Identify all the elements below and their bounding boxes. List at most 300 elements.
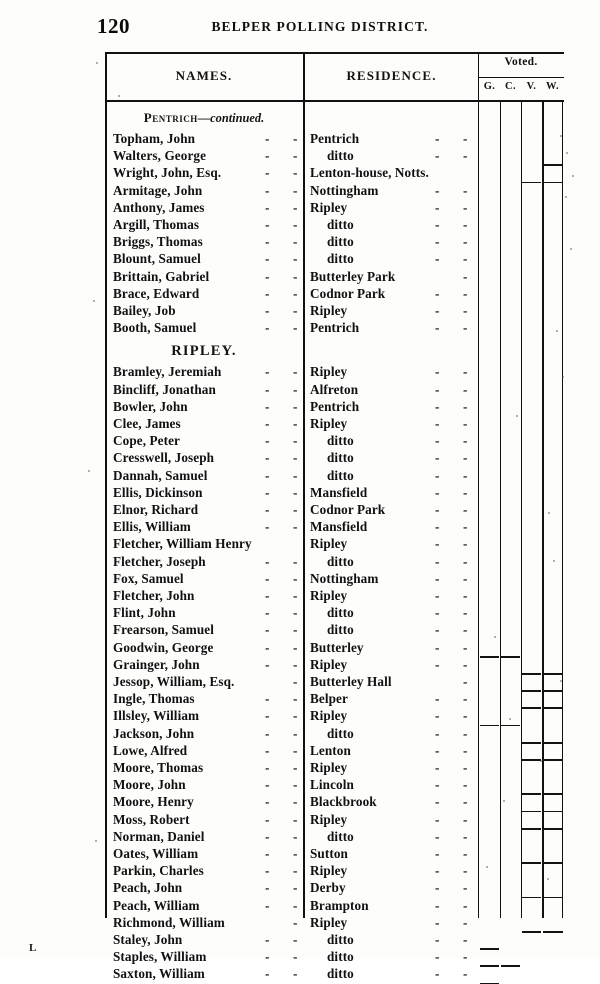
leader-dash: -	[435, 416, 440, 431]
leader-dash: -	[435, 234, 440, 250]
leader-dash: -	[435, 217, 440, 232]
leader-dash: -	[435, 897, 440, 913]
leader-dash: -	[463, 217, 468, 232]
leader-dash: -	[293, 880, 298, 896]
leader-dash: -	[265, 234, 270, 250]
scan-speckle	[486, 866, 488, 868]
table-row	[105, 640, 564, 657]
elector-residence: Ripley	[310, 588, 348, 603]
elector-residence: ditto	[327, 725, 354, 741]
leader-dash: -	[463, 639, 468, 655]
elector-name: Staples, William	[113, 949, 207, 965]
scan-speckle	[509, 718, 511, 720]
leader-dash: -	[293, 622, 298, 638]
leader-dash: -	[293, 777, 298, 793]
leader-dash: -	[435, 484, 440, 500]
leader-dash: -	[293, 433, 298, 449]
leader-dash: -	[435, 880, 440, 896]
scan-speckle	[516, 415, 518, 417]
vote-tick-w	[543, 931, 563, 933]
leader-dash: -	[463, 863, 468, 879]
leader-dash: -	[435, 199, 440, 215]
running-head-title: BELPER POLLING DISTRICT.	[211, 18, 429, 35]
vote-tick-w	[543, 897, 563, 899]
vote-tick-v	[522, 673, 541, 675]
leader-dash: -	[265, 502, 270, 517]
table-row	[105, 691, 564, 708]
leader-dash: -	[435, 966, 440, 982]
leader-dash: -	[463, 398, 468, 414]
leader-dash: -	[265, 880, 270, 896]
leader-dash: -	[435, 433, 440, 449]
vote-tick-v	[522, 828, 541, 830]
elector-residence: Sutton	[310, 846, 348, 861]
leader-dash: -	[293, 949, 298, 965]
leader-dash: -	[435, 148, 440, 164]
elector-residence: Pentrich	[310, 398, 360, 414]
leader-dash: -	[293, 450, 298, 466]
leader-dash: -	[265, 932, 270, 947]
leader-dash: -	[293, 217, 298, 232]
vote-code-header-w: W.	[546, 81, 559, 92]
vote-tick-v	[522, 811, 541, 813]
leader-dash: -	[265, 794, 270, 810]
leader-dash: -	[265, 863, 270, 879]
vote-tick-w	[543, 759, 563, 761]
leader-dash: -	[265, 828, 270, 844]
leader-dash: -	[293, 398, 298, 414]
elector-residence: ditto	[327, 966, 354, 982]
scan-speckle	[503, 800, 505, 802]
leader-dash: -	[265, 381, 270, 397]
leader-dash: -	[463, 846, 468, 861]
elector-residence: Ripley	[310, 708, 348, 724]
leader-dash: -	[435, 381, 440, 397]
leader-dash: -	[463, 897, 468, 913]
table-row	[105, 812, 564, 829]
leader-dash: -	[265, 148, 270, 164]
leader-dash: -	[265, 519, 270, 535]
leader-dash: -	[293, 484, 298, 500]
leader-dash: -	[293, 131, 298, 146]
scan-speckle	[572, 175, 574, 177]
elector-name: Flint, John	[113, 605, 176, 621]
column-header-residence: RESIDENCE.	[346, 68, 437, 83]
leader-dash: -	[463, 484, 468, 500]
leader-dash: -	[293, 182, 298, 198]
leader-dash: -	[293, 914, 298, 930]
elector-residence: Butterley Park	[310, 268, 396, 284]
vote-tick-v	[522, 862, 541, 864]
leader-dash: -	[293, 932, 298, 947]
table-row	[105, 251, 564, 268]
leader-dash: -	[293, 199, 298, 215]
table-row	[105, 364, 564, 381]
elector-name: Moore, John	[113, 777, 186, 793]
section-heading-label: RIPLEY.	[171, 343, 237, 360]
vote-tick-v	[522, 931, 541, 933]
table-row	[105, 794, 564, 811]
leader-dash: -	[463, 553, 468, 569]
leader-dash: -	[293, 639, 298, 655]
elector-residence: ditto	[327, 622, 354, 638]
scan-speckle	[88, 470, 90, 472]
leader-dash: -	[463, 880, 468, 896]
leader-dash: -	[293, 656, 298, 672]
elector-name: Saxton, William	[113, 966, 205, 982]
leader-dash: -	[293, 828, 298, 844]
elector-name: Briggs, Thomas	[113, 234, 203, 250]
elector-name: Elnor, Richard	[113, 502, 199, 517]
leader-dash: -	[463, 588, 468, 603]
elector-residence: Ripley	[310, 656, 348, 672]
leader-dash: -	[265, 416, 270, 431]
vote-code-header-v: V.	[526, 81, 537, 92]
leader-dash: -	[463, 811, 468, 827]
leader-dash: -	[463, 303, 468, 318]
elector-name: Richmond, William	[113, 914, 225, 930]
table-row	[105, 485, 564, 502]
scan-speckle	[540, 760, 542, 762]
leader-dash: -	[265, 433, 270, 449]
leader-dash: -	[435, 622, 440, 638]
elector-residence: ditto	[327, 148, 354, 164]
leader-dash: -	[265, 725, 270, 741]
leader-dash: -	[463, 691, 468, 707]
elector-residence: ditto	[327, 553, 354, 569]
elector-residence: Mansfield	[310, 484, 368, 500]
elector-residence: Ripley	[310, 811, 348, 827]
leader-dash: -	[463, 268, 468, 284]
table-row	[105, 450, 564, 467]
table-row	[105, 468, 564, 485]
scan-speckle	[565, 196, 567, 198]
leader-dash: -	[265, 199, 270, 215]
elector-residence: Ripley	[310, 199, 348, 215]
leader-dash: -	[265, 811, 270, 827]
elector-name: Norman, Daniel	[113, 828, 205, 844]
vote-tick-v	[522, 707, 541, 709]
vote-tick-v	[522, 182, 541, 184]
leader-dash: -	[265, 708, 270, 724]
leader-dash: -	[293, 760, 298, 775]
leader-dash: -	[293, 794, 298, 810]
elector-residence: ditto	[327, 605, 354, 621]
elector-residence: Alfreton	[310, 381, 359, 397]
elector-residence: Derby	[310, 880, 346, 896]
elector-residence: Ripley	[310, 760, 348, 775]
vote-tick-w	[543, 862, 563, 864]
leader-dash: -	[463, 364, 468, 380]
elector-name: Brace, Edward	[113, 285, 200, 301]
elector-name: Brittain, Gabriel	[113, 268, 210, 284]
elector-name: Clee, James	[113, 416, 181, 431]
leader-dash: -	[265, 251, 270, 267]
leader-dash: -	[435, 777, 440, 793]
leader-dash: -	[265, 398, 270, 414]
elector-name: Peach, John	[113, 880, 183, 896]
leader-dash: -	[265, 268, 270, 284]
elector-name: Moore, Thomas	[113, 760, 204, 775]
table-row	[105, 554, 564, 571]
table-row	[105, 217, 564, 234]
leader-dash: -	[463, 777, 468, 793]
column-header-names: NAMES.	[175, 68, 233, 83]
leader-dash: -	[435, 303, 440, 318]
elector-name: Cope, Peter	[113, 433, 181, 449]
leader-dash: -	[435, 398, 440, 414]
leader-dash: -	[435, 467, 440, 483]
leader-dash: -	[463, 708, 468, 724]
vote-tick-v	[522, 793, 541, 795]
elector-name: Armitage, John	[113, 182, 203, 198]
vote-code-header-g: G.	[483, 81, 496, 92]
elector-residence: Nottingham	[310, 182, 379, 198]
elector-residence: Lincoln	[310, 777, 354, 793]
elector-name: Fletcher, Joseph	[113, 553, 206, 569]
table-row	[105, 743, 564, 760]
leader-dash: -	[463, 914, 468, 930]
leader-dash: -	[293, 519, 298, 535]
scan-speckle	[553, 560, 555, 562]
table-row	[105, 932, 564, 949]
table-row	[105, 399, 564, 416]
elector-residence: Codnor Park	[310, 502, 386, 517]
leader-dash: -	[265, 691, 270, 707]
leader-dash: -	[265, 217, 270, 232]
vote-tick-v	[522, 742, 541, 744]
leader-dash: -	[265, 846, 270, 861]
elector-name: Goodwin, George	[113, 639, 214, 655]
leader-dash: -	[265, 165, 270, 181]
elector-name: Grainger, John	[113, 656, 200, 672]
leader-dash: -	[463, 794, 468, 810]
leader-dash: -	[463, 320, 468, 336]
table-row	[105, 286, 564, 303]
leader-dash: -	[293, 863, 298, 879]
table-row	[105, 303, 564, 320]
leader-dash: -	[265, 605, 270, 621]
elector-name: Ingle, Thomas	[113, 691, 195, 707]
leader-dash: -	[463, 949, 468, 965]
vote-tick-v	[522, 897, 541, 899]
leader-dash: -	[265, 285, 270, 301]
leader-dash: -	[265, 639, 270, 655]
leader-dash: -	[293, 742, 298, 758]
leader-dash: -	[435, 811, 440, 827]
elector-residence: ditto	[327, 433, 354, 449]
vote-tick-c	[501, 656, 520, 658]
elector-residence: Ripley	[310, 863, 348, 879]
vote-tick-w	[543, 793, 563, 795]
table-top-rule	[105, 52, 564, 54]
elector-residence: ditto	[327, 932, 354, 947]
leader-dash: -	[293, 251, 298, 267]
table-row	[105, 131, 564, 148]
leader-dash: -	[435, 914, 440, 930]
elector-name: Fletcher, William Henry	[113, 536, 252, 552]
leader-dash: -	[265, 622, 270, 638]
leader-dash: -	[293, 966, 298, 982]
vote-tick-g	[480, 965, 499, 967]
vote-tick-w	[543, 673, 563, 675]
leader-dash: -	[435, 502, 440, 517]
elector-name: Fox, Samuel	[113, 570, 184, 586]
leader-dash: -	[435, 588, 440, 603]
elector-name: Staley, John	[113, 932, 183, 947]
leader-dash: -	[463, 932, 468, 947]
elector-residence: Codnor Park	[310, 285, 386, 301]
leader-dash: -	[435, 932, 440, 947]
leader-dash: -	[293, 364, 298, 380]
leader-dash: -	[265, 570, 270, 586]
elector-residence: Lenton	[310, 742, 351, 758]
table-row	[105, 588, 564, 605]
vote-tick-w	[543, 690, 563, 692]
leader-dash: -	[265, 364, 270, 380]
scan-speckle	[494, 636, 496, 638]
scan-speckle	[556, 330, 558, 332]
elector-name: Bailey, Job	[113, 303, 176, 318]
table-row	[105, 320, 564, 337]
elector-residence: ditto	[327, 949, 354, 965]
table-row	[105, 880, 564, 897]
elector-residence: Butterley Hall	[310, 674, 392, 689]
leader-dash: -	[265, 320, 270, 336]
vote-tick-v	[522, 690, 541, 692]
elector-name: Parkin, Charles	[113, 863, 204, 879]
leader-dash: -	[463, 622, 468, 638]
elector-residence: Ripley	[310, 416, 348, 431]
scan-speckle	[118, 95, 120, 97]
vote-tick-w	[543, 828, 563, 830]
scan-speckle	[548, 512, 550, 514]
elector-name: Ellis, William	[113, 519, 191, 535]
table-row	[105, 234, 564, 251]
corner-signature-mark: L	[29, 942, 37, 954]
leader-dash: -	[463, 760, 468, 775]
leader-dash: -	[463, 251, 468, 267]
table-row	[105, 571, 564, 588]
elector-residence: Mansfield	[310, 519, 368, 535]
leader-dash: -	[435, 949, 440, 965]
poll-book-table	[105, 52, 564, 982]
table-row	[105, 605, 564, 622]
elector-name: Frearson, Samuel	[113, 622, 214, 638]
leader-dash: -	[265, 484, 270, 500]
leader-dash: -	[293, 846, 298, 861]
vote-tick-w	[543, 164, 563, 166]
voted-header-rule	[478, 77, 564, 78]
elector-name: Wright, John, Esq.	[113, 165, 222, 181]
vote-tick-g	[480, 725, 499, 727]
elector-residence: Brampton	[310, 897, 369, 913]
elector-residence: Butterley	[310, 639, 364, 655]
elector-name: Topham, John	[113, 131, 196, 146]
elector-name: Bramley, Jeremiah	[113, 364, 222, 380]
leader-dash: -	[463, 536, 468, 552]
leader-dash: -	[293, 148, 298, 164]
elector-name: Dannah, Samuel	[113, 467, 208, 483]
leader-dash: -	[463, 519, 468, 535]
leader-dash: -	[293, 588, 298, 603]
leader-dash: -	[265, 897, 270, 913]
leader-dash: -	[435, 794, 440, 810]
leader-dash: -	[265, 777, 270, 793]
elector-residence: Ripley	[310, 303, 348, 318]
elector-name: Peach, William	[113, 897, 200, 913]
elector-residence: Pentrich	[310, 320, 360, 336]
leader-dash: -	[265, 966, 270, 982]
table-row	[105, 915, 564, 932]
table-row	[105, 726, 564, 743]
page-number: 120	[97, 14, 130, 38]
table-row	[105, 966, 564, 983]
leader-dash: -	[435, 828, 440, 844]
leader-dash: -	[293, 674, 298, 689]
leader-dash: -	[293, 553, 298, 569]
leader-dash: -	[435, 320, 440, 336]
leader-dash: -	[435, 846, 440, 861]
elector-residence: Ripley	[310, 914, 348, 930]
leader-dash: -	[435, 364, 440, 380]
leader-dash: -	[265, 467, 270, 483]
leader-dash: -	[463, 416, 468, 431]
elector-residence: ditto	[327, 467, 354, 483]
leader-dash: -	[435, 536, 440, 552]
scan-speckle	[560, 680, 562, 682]
leader-dash: -	[265, 949, 270, 965]
leader-dash: -	[435, 605, 440, 621]
leader-dash: -	[293, 502, 298, 517]
elector-name: Anthony, James	[113, 199, 205, 215]
leader-dash: -	[265, 656, 270, 672]
elector-name: Booth, Samuel	[113, 320, 197, 336]
leader-dash: -	[435, 639, 440, 655]
table-row	[105, 708, 564, 725]
leader-dash: -	[435, 742, 440, 758]
leader-dash: -	[463, 131, 468, 146]
elector-name: Argill, Thomas	[113, 217, 200, 232]
leader-dash: -	[463, 182, 468, 198]
table-row	[105, 898, 564, 915]
leader-dash: -	[435, 656, 440, 672]
elector-name: Illsley, William	[113, 708, 200, 724]
elector-residence: ditto	[327, 251, 354, 267]
vote-tick-g	[480, 656, 499, 658]
leader-dash: -	[463, 433, 468, 449]
elector-residence: Blackbrook	[310, 794, 377, 810]
elector-residence: ditto	[327, 217, 354, 232]
elector-name: Jessop, William, Esq.	[113, 674, 235, 689]
leader-dash: -	[293, 605, 298, 621]
leader-dash: -	[435, 450, 440, 466]
elector-name: Moore, Henry	[113, 794, 194, 810]
leader-dash: -	[293, 234, 298, 250]
scan-speckle	[570, 248, 572, 250]
elector-name: Moss, Robert	[113, 811, 190, 827]
leader-dash: -	[463, 966, 468, 982]
elector-residence: Pentrich	[310, 131, 360, 146]
elector-name: Blount, Samuel	[113, 251, 201, 267]
scan-speckle	[566, 152, 568, 154]
table-row	[105, 657, 564, 674]
scan-speckle	[547, 878, 549, 880]
leader-dash: -	[463, 656, 468, 672]
vote-tick-c	[501, 725, 520, 727]
leader-dash: -	[435, 519, 440, 535]
leader-dash: -	[463, 742, 468, 758]
